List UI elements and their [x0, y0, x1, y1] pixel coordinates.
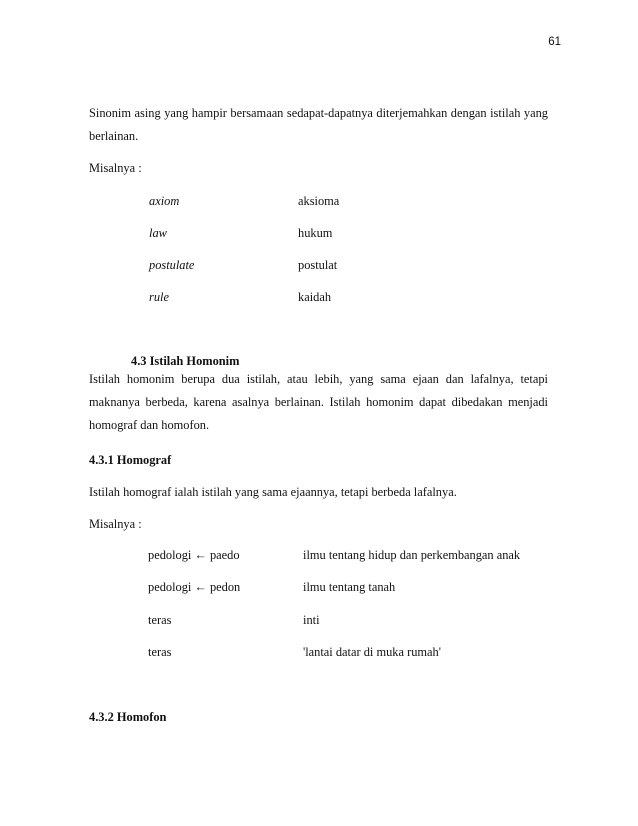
- homonym-body-paragraph: Istilah homonim berupa dua istilah, atau lebih, yang sama ejaan dan lafalnya, tetapi maknanya berbeda, karena asalnya berlainan. Istilah homonim dapat dibedakan menjadi homograf dan homofon.: [89, 372, 548, 432]
- homograph-meaning: 'lantai datar di muka rumah': [303, 645, 441, 659]
- homograph-term: pedologi ← paedo: [148, 548, 240, 562]
- synonym-indonesian-term: aksioma: [298, 194, 340, 208]
- homograph-term: teras: [148, 613, 172, 627]
- homograph-term: teras: [148, 645, 172, 659]
- homograph-meaning: ilmu tentang hidup dan perkembangan anak: [303, 548, 521, 562]
- homograph-term: pedologi ← pedon: [148, 580, 241, 594]
- page-number: 61: [548, 36, 561, 48]
- synonym-foreign-term: postulate: [149, 258, 195, 272]
- synonym-intro-paragraph: Sinonim asing yang hampir bersamaan sedapat-dapatnya diterjemahkan dengan istilah yang berlainan.: [89, 106, 548, 143]
- homograph-meaning: inti: [303, 613, 320, 627]
- homograph-example-label: Misalnya :: [89, 517, 142, 531]
- synonym-foreign-term: law: [149, 226, 167, 240]
- synonym-foreign-term: axiom: [149, 194, 180, 208]
- homograph-meaning: ilmu tentang tanah: [303, 580, 396, 594]
- homophone-heading: 4.3.2 Homofon: [89, 710, 167, 724]
- synonym-indonesian-term: postulat: [298, 258, 338, 272]
- synonym-example-label: Misalnya :: [89, 161, 142, 175]
- homograph-heading: 4.3.1 Homograf: [89, 453, 172, 467]
- synonym-foreign-term: rule: [149, 290, 169, 304]
- synonym-indonesian-term: kaidah: [298, 290, 332, 304]
- homograph-body: Istilah homograf ialah istilah yang sama ejaannya, tetapi berbeda lafalnya.: [89, 485, 457, 499]
- homonym-heading: 4.3 Istilah Homonim: [131, 354, 240, 368]
- synonym-indonesian-term: hukum: [298, 226, 333, 240]
